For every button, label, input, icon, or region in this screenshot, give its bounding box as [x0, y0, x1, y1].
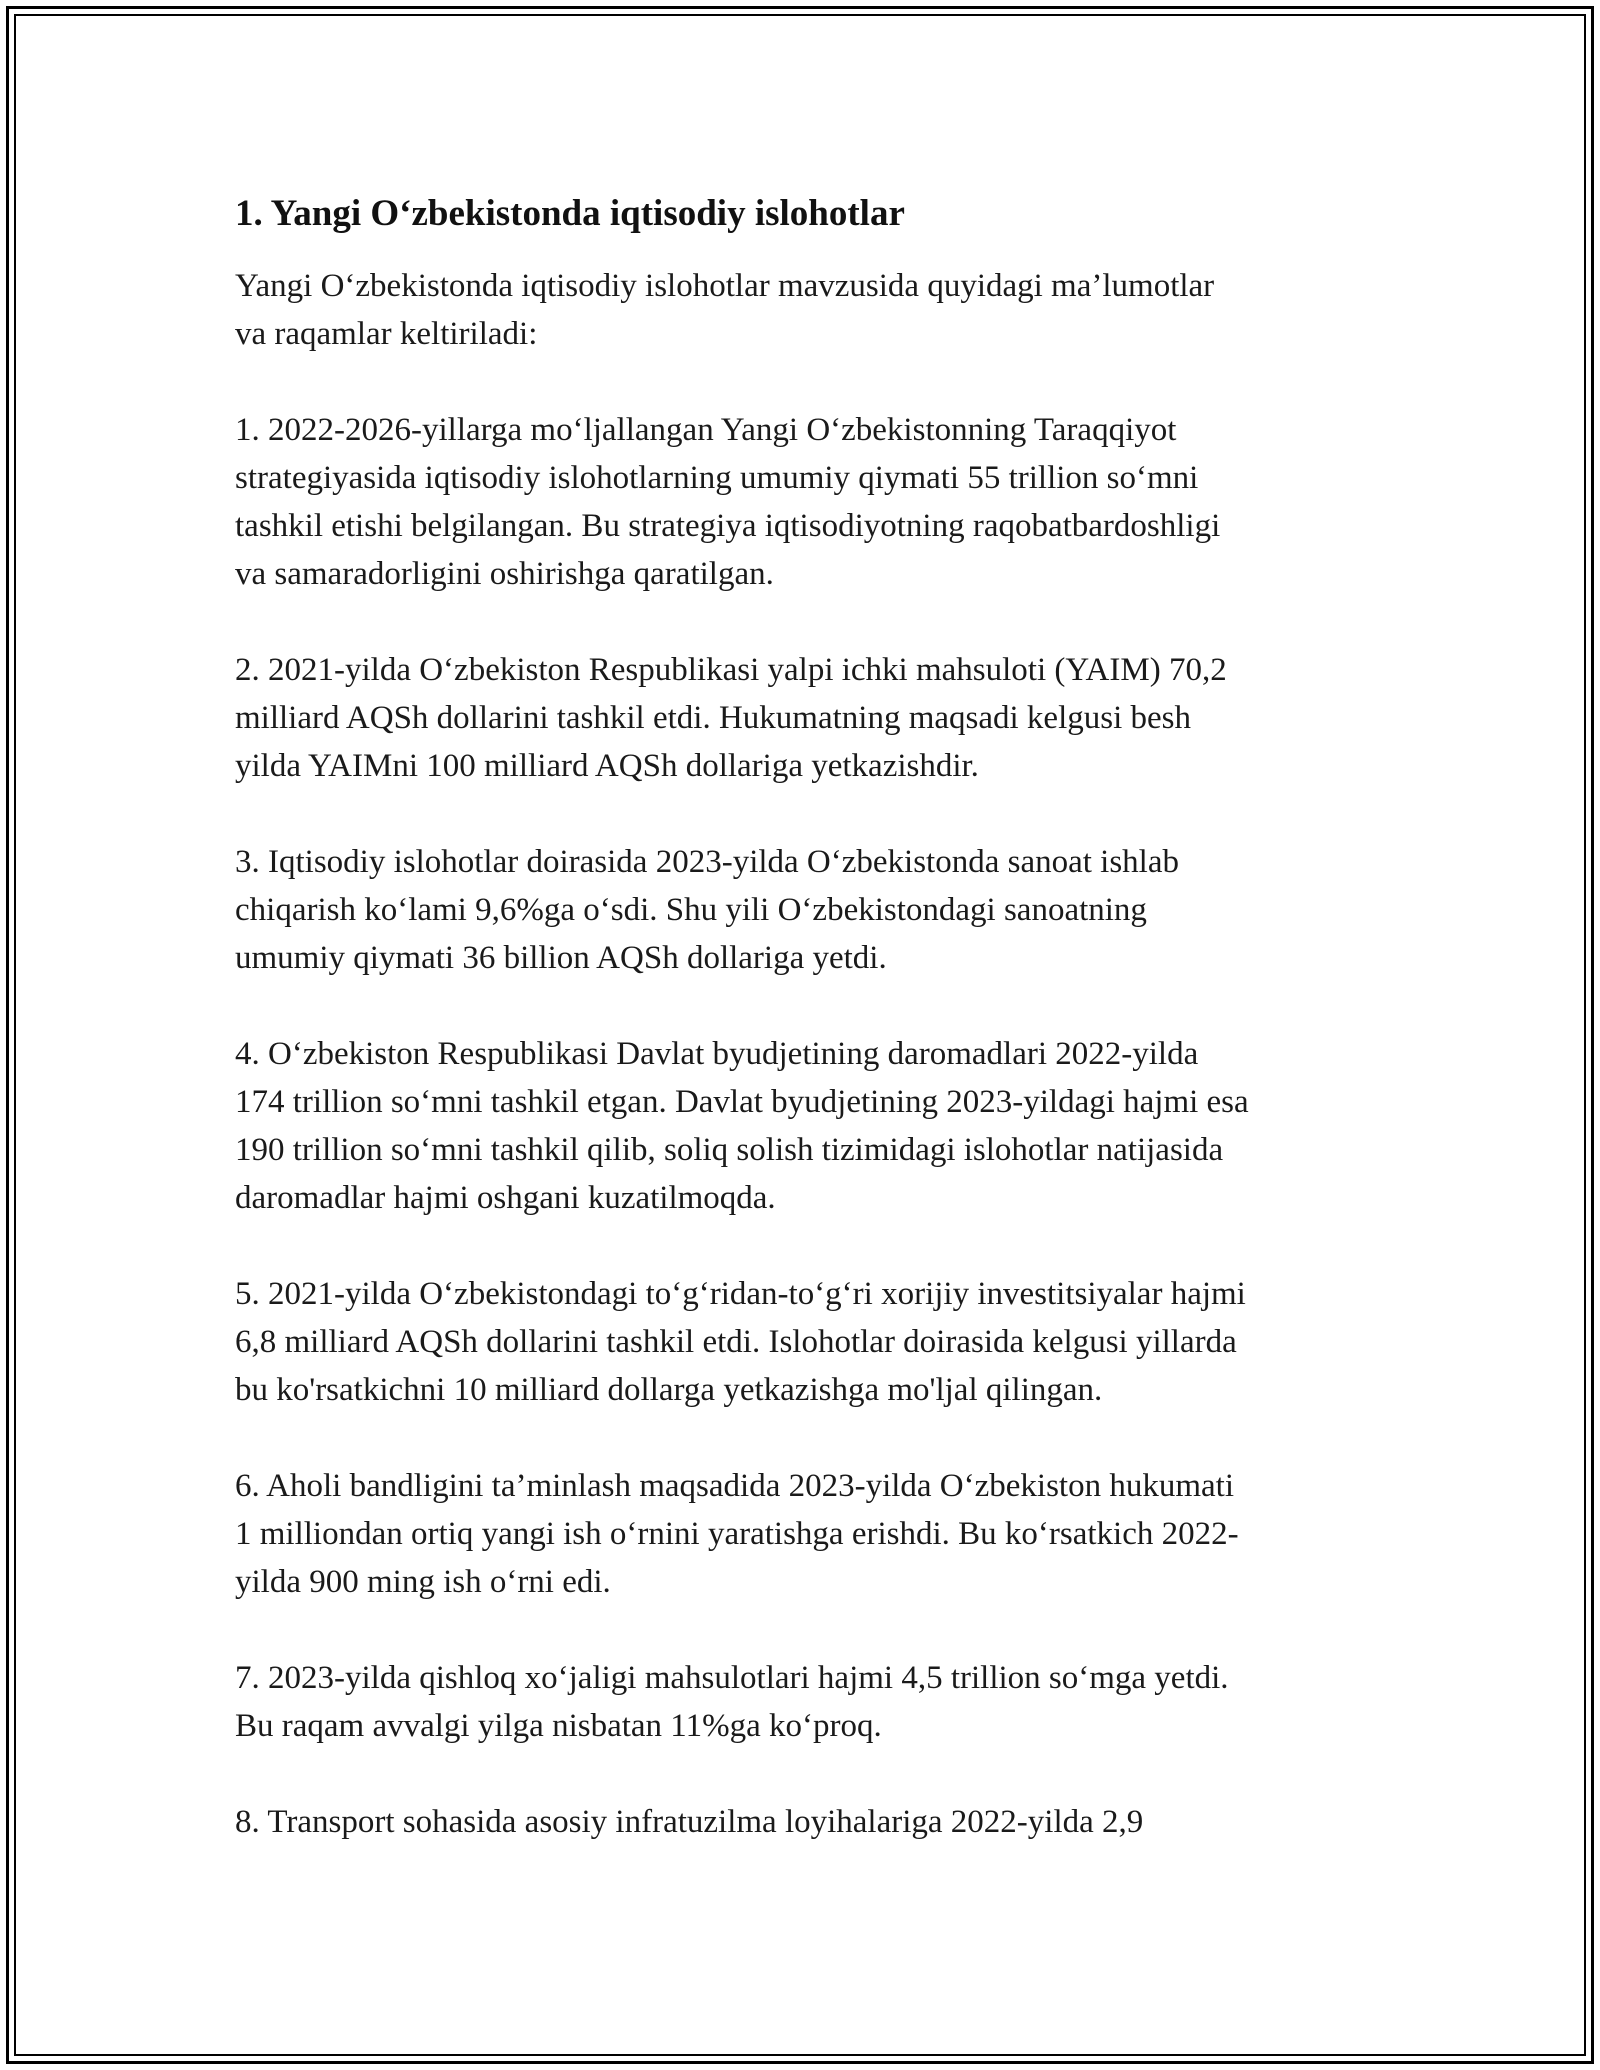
document-body	[235, 186, 1395, 1894]
list-item-1: 1. 2022-2026-yillarga mo‘ljallangan Yangi O‘zbekistonning Taraqqiyot strategiyasida iqtisodiy islohotlarning umumiy qiymati 55 trillion so‘mni tashkil etishi belgilangan. Bu strategiya iqtisodiyotning raqobatbardoshligi va samaradorligini oshirishga qaratilgan.	[235, 412, 1221, 592]
list-item-7: 7. 2023-yilda qishloq xo‘jaligi mahsulotlari hajmi 4,5 trillion so‘mga yetdi. Bu raqam avvalgi yilga nisbatan 11%ga ko‘proq.	[235, 1660, 1229, 1744]
document-title: 1. Yangi O‘zbekistonda iqtisodiy islohotlar	[235, 193, 905, 234]
list-item-4: 4. O‘zbekiston Respublikasi Davlat byudjetining daromadlari 2022-yilda 174 trillion so‘mni tashkil etgan. Davlat byudjetining 2023-yildagi hajmi esa 190 trillion so‘mni tashkil qilib, soliq solish tizimidagi islohotlar natijasida daromadlar hajmi oshgani kuzatilmoqda.	[235, 1036, 1249, 1216]
list-item-8: 8. Transport sohasida asosiy infratuzilma loyihalariga 2022-yilda 2,9	[235, 1804, 1144, 1840]
list-item-6: 6. Aholi bandligini ta’minlash maqsadida 2023-yilda O‘zbekiston hukumati 1 milliondan ortiq yangi ish o‘rnini yaratishga erishdi. Bu ko‘rsatkich 2022- yilda 900 ming ish o‘rni edi.	[235, 1468, 1239, 1600]
list-item-3: 3. Iqtisodiy islohotlar doirasida 2023-yilda O‘zbekistonda sanoat ishlab chiqarish ko‘lami 9,6%ga o‘sdi. Shu yili O‘zbekistondagi sanoatning umumiy qiymati 36 billion AQSh dollariga yetdi.	[235, 844, 1179, 976]
list-item-2: 2. 2021-yilda O‘zbekiston Respublikasi yalpi ichki mahsuloti (YAIM) 70,2 milliard AQSh dollarini tashkil etdi. Hukumatning maqsadi kelgusi besh yilda YAIMni 100 milliard AQSh dollariga yetkazishdir.	[235, 652, 1227, 784]
intro-paragraph: Yangi O‘zbekistonda iqtisodiy islohotlar mavzusida quyidagi ma’lumotlar va raqamlar keltiriladi:	[235, 268, 1215, 352]
list-item-5: 5. 2021-yilda O‘zbekistondagi to‘g‘ridan-to‘g‘ri xorijiy investitsiyalar hajmi 6,8 milliard AQSh dollarini tashkil etdi. Islohotlar doirasida kelgusi yillarda bu ko'rsatkichni 10 milliard dollarga yetkazishga mo'ljal qilingan.	[235, 1276, 1246, 1408]
